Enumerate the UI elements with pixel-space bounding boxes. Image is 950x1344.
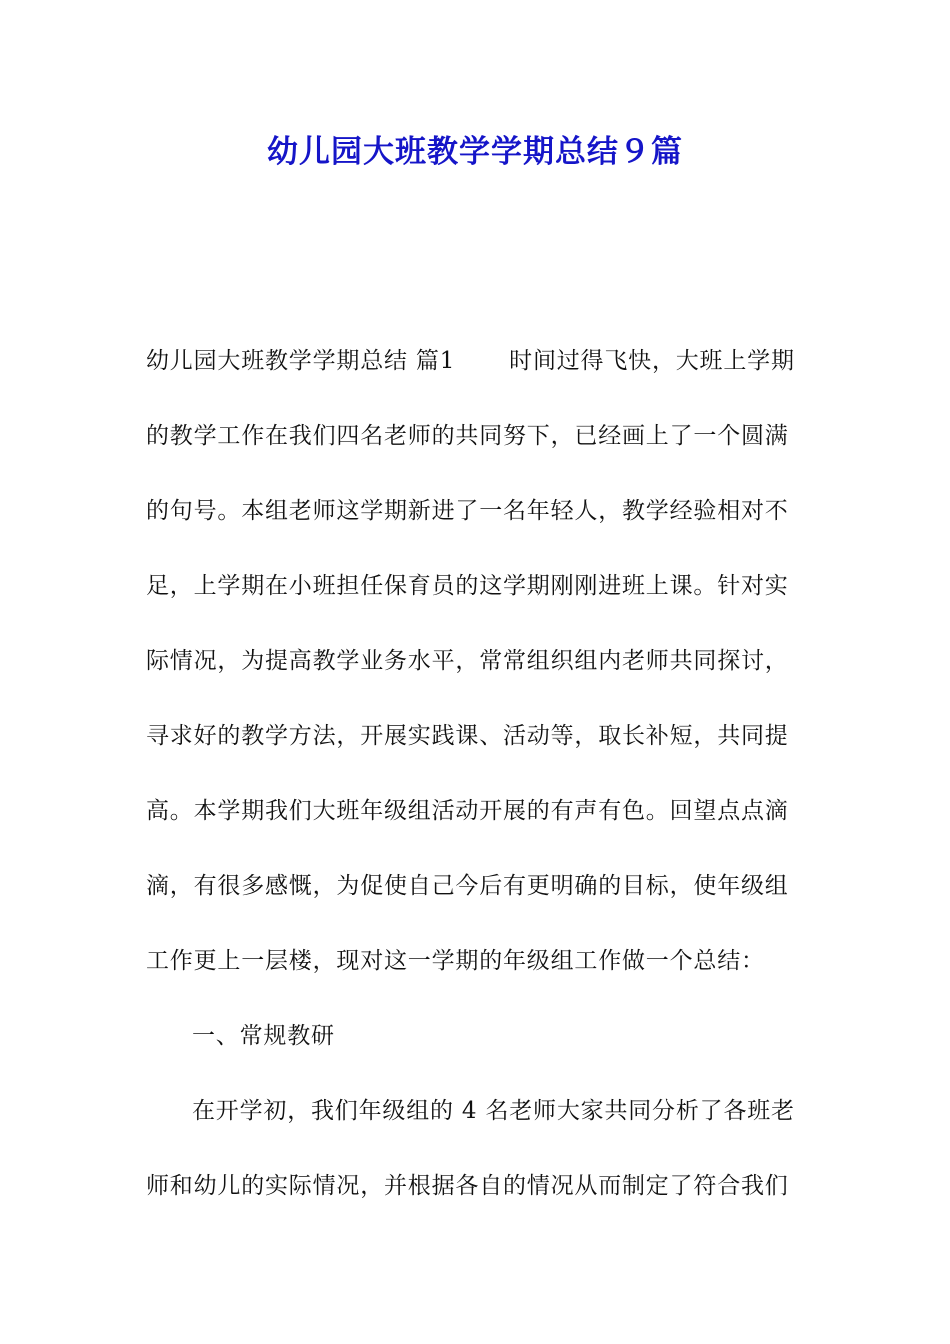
section-heading: 幼儿园大班教学学期总结 篇1 <box>146 348 456 374</box>
body-line-6: 寻求好的教学方法，开展实践课、活动等，取长补短，共同提 <box>146 723 789 749</box>
body-line-7: 高。本学期我们大班年级组活动开展的有声有色。回望点点滴 <box>146 798 789 824</box>
body-line-8: 滴，有很多感慨，为促使自己今后有更明确的目标，使年级组 <box>146 873 789 899</box>
body-line-9: 工作更上一层楼，现对这一学期的年级组工作做一个总结： <box>146 948 765 974</box>
body-line-3: 的句号。本组老师这学期新进了一名年轻人，教学经验相对不 <box>146 498 789 524</box>
body-line-4: 足，上学期在小班担任保育员的这学期刚刚进班上课。针对实 <box>146 573 789 599</box>
body-line-1 <box>146 341 795 381</box>
para2-line-2: 师和幼儿的实际情况，并根据各自的情况从而制定了符合我们 <box>146 1173 789 1199</box>
document-title: 幼儿园大班教学学期总结９篇 <box>267 134 683 170</box>
body-line-5: 际情况，为提高教学业务水平，常常组织组内老师共同探讨， <box>146 648 789 674</box>
body-line-2: 的教学工作在我们四名老师的共同努下，已经画上了一个圆满 <box>146 423 789 449</box>
body-text-line: 时间过得飞快，大班上学期 <box>509 348 795 374</box>
subheading: 一、常规教研 <box>192 1023 335 1049</box>
para2-line-1: 在开学初，我们年级组的 4 名老师大家共同分析了各班老 <box>192 1098 795 1124</box>
